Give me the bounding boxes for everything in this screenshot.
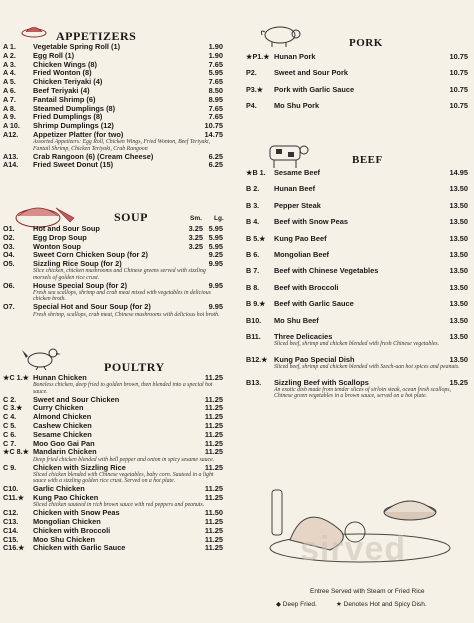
- menu-item-price: 1.90: [208, 42, 223, 51]
- menu-item-name: Sweet and Sour Chicken: [33, 394, 120, 404]
- menu-item-code: B10.: [246, 315, 262, 325]
- menu-item-price-large: 5.95: [208, 232, 223, 242]
- menu-item: [3, 50, 223, 60]
- menu-item-name: Steamed Dumplings (8): [33, 103, 116, 113]
- menu-item-price-large: 9.95: [208, 280, 223, 290]
- menu-item-code: P3.★: [246, 84, 264, 94]
- menu-item: [246, 333, 468, 348]
- menu-item-name: Kung Pao Chicken: [33, 493, 99, 502]
- menu-item-price: 13.50: [449, 282, 468, 292]
- menu-item-name: Beef Teriyaki (4): [33, 85, 90, 95]
- menu-item: [3, 232, 223, 242]
- menu-item-price-large: 5.95: [208, 241, 223, 251]
- menu-item-name: Pork with Garlic Sauce: [274, 84, 355, 94]
- menu-item-price: 13.50: [449, 266, 468, 276]
- chicken-icon: [20, 344, 64, 370]
- menu-item-name: Chicken Wings (8): [33, 59, 97, 69]
- menu-item-price: 10.75: [449, 68, 468, 78]
- menu-item-name: Mandarin Chicken: [33, 447, 97, 457]
- poultry-title: POULTRY: [104, 360, 165, 374]
- pig-icon: [258, 22, 304, 48]
- menu-item-name: Kung Pao Beef: [274, 233, 327, 243]
- menu-item-code: C11.★: [3, 493, 25, 502]
- menu-item: [3, 224, 223, 233]
- menu-item: [246, 317, 468, 325]
- menu-item-price: 11.25: [204, 543, 223, 553]
- menu-item: [3, 525, 223, 535]
- menu-item-name: Garlic Chicken: [33, 484, 85, 494]
- menu-item-name: Mongolian Chicken: [33, 517, 101, 526]
- menu-item: [246, 86, 468, 94]
- menu-item-name: Mo Shu Beef: [274, 315, 319, 325]
- menu-item-price: 11.25: [204, 429, 223, 439]
- menu-item-name: Sweet and Sour Pork: [274, 68, 348, 78]
- menu-item-price: 11.25: [204, 447, 223, 457]
- menu-item-name: Chicken with Broccoli: [33, 525, 111, 535]
- menu-item-description: An exotic dish made from tender slices of sirloin steak, ocean fresh scallops, Chinese green vegetables in a brown sauce, served on a hot plate.: [274, 386, 451, 400]
- menu-item-name: Crab Rangoon (6) (Cream Cheese): [33, 151, 154, 161]
- menu-item-price: 11.25: [204, 403, 223, 413]
- menu-item-name: Pepper Steak: [274, 200, 321, 210]
- menu-item-price: 11.25: [204, 462, 223, 472]
- menu-item-code: A 3.: [3, 59, 16, 69]
- menu-item: [246, 267, 468, 275]
- menu-item-code: O2.: [3, 232, 15, 242]
- poultry-list: [3, 373, 223, 553]
- menu-item-name: Hunan Beef: [274, 184, 316, 194]
- menu-item-name: Wonton Soup: [33, 241, 81, 251]
- watermark-logo: sirved: [300, 530, 407, 568]
- menu-item-price: 14.95: [449, 168, 468, 177]
- menu-item-code: B 4.: [246, 217, 260, 227]
- menu-item-code: O5.: [3, 259, 15, 269]
- menu-item: [246, 235, 468, 243]
- menu-item-code: C 5.: [3, 421, 17, 430]
- menu-item-price: 11.25: [204, 525, 223, 535]
- menu-item-code: A 1.: [3, 42, 16, 51]
- menu-item: [246, 251, 468, 259]
- menu-item: [246, 102, 468, 110]
- menu-item-price: 5.95: [208, 68, 223, 78]
- menu-item-code: A 4.: [3, 68, 16, 78]
- menu-item-price: 6.25: [208, 160, 223, 170]
- menu-item: [3, 259, 223, 281]
- menu-item: [3, 447, 223, 463]
- menu-item-name: Fried Wonton (8): [33, 68, 92, 78]
- menu-item-name: Beef with Garlic Sauce: [274, 299, 354, 309]
- menu-item-name: Moo Goo Gai Pan: [33, 438, 95, 448]
- menu-item-price: 13.50: [449, 299, 468, 309]
- menu-item-code: B 6.: [246, 249, 260, 259]
- menu-item-price: 7.65: [208, 59, 223, 69]
- menu-item-code: A 9.: [3, 112, 16, 122]
- menu-item-name: Chicken with Garlic Sauce: [33, 543, 126, 553]
- menu-item-price: 11.25: [204, 421, 223, 430]
- menu-item-price: 14.75: [204, 129, 223, 139]
- menu-item-name: Kung Pao Special Dish: [274, 354, 355, 364]
- menu-item-code: B 5.★: [246, 233, 266, 243]
- menu-item-code: C13.: [3, 517, 19, 526]
- menu-item-code: A14.: [3, 160, 19, 170]
- menu-item-code: C16.★: [3, 543, 25, 553]
- menu-item: [246, 284, 468, 292]
- menu-item-name: Beef with Broccoli: [274, 282, 339, 292]
- menu-item-code: B 3.: [246, 200, 260, 210]
- menu-item-code: B 7.: [246, 266, 260, 276]
- menu-item-price: 10.75: [449, 84, 468, 94]
- menu-item: [3, 421, 223, 430]
- menu-item-name: Mongolian Beef: [274, 249, 330, 259]
- menu-item-code: P2.: [246, 68, 257, 78]
- menu-item-code: C10.: [3, 484, 19, 494]
- footer-rice-note: Entree Served with Steam or Fried Rice: [310, 588, 425, 595]
- menu-item-code: C14.: [3, 525, 19, 535]
- menu-item: [246, 185, 468, 193]
- menu-item-name: Mo Shu Pork: [274, 101, 320, 111]
- menu-item: [3, 280, 223, 303]
- menu-item-code: C 9.: [3, 462, 17, 472]
- menu-item-price: 6.25: [208, 151, 223, 161]
- menu-item-price: 11.25: [204, 517, 223, 526]
- menu-item-price: 7.65: [208, 103, 223, 113]
- menu-item-name: Sizzling Rice Soup (for 2): [33, 259, 122, 269]
- menu-item: [3, 129, 223, 152]
- menu-item-name: Three Delicacies: [274, 331, 333, 341]
- menu-item-description: Sliced chicken sauteed in rich brown sauce with red peppers and peanuts.: [33, 502, 205, 509]
- menu-item-name: Shrimp Dumplings (12): [33, 121, 114, 131]
- menu-item-price: 11.25: [204, 534, 223, 544]
- menu-item-code: C12.: [3, 508, 19, 518]
- menu-item-name: Hot and Sour Soup: [33, 224, 100, 233]
- menu-item-name: Vegetable Spring Roll (1): [33, 42, 121, 51]
- menu-item-price-large: 9.95: [208, 259, 223, 269]
- menu-item-name: Hunan Chicken: [33, 373, 87, 382]
- pork-title: PORK: [349, 37, 383, 49]
- menu-item-code: ★C 1.★: [3, 373, 30, 382]
- menu-item-name: Chicken Teriyaki (4): [33, 77, 103, 87]
- footer-deep-fried-legend: ◆ Deep Fried.: [276, 601, 317, 608]
- menu-item: [246, 202, 468, 210]
- soup-size-large: Lg.: [214, 215, 224, 222]
- menu-item-price: 11.25: [204, 484, 223, 494]
- menu-item-description: Sliced beef, shrimp and chicken blended with fresh Chinese vegetables.: [274, 341, 440, 348]
- menu-item-description: Fresh shrimp, scallops, crab meat, Chinese mushrooms with delicious hot broth.: [33, 311, 220, 318]
- menu-item-code: ★P1.★: [246, 52, 270, 61]
- menu-item-code: P4.: [246, 101, 257, 111]
- menu-item-price: 11.25: [204, 373, 223, 382]
- menu-item-price-large: 5.95: [208, 224, 223, 233]
- menu-item: [3, 94, 223, 104]
- menu-item-name: Special Hot and Sour Soup (for 2): [33, 302, 151, 312]
- soup-list: [3, 224, 223, 319]
- menu-item-code: C 7.: [3, 438, 17, 448]
- menu-item-price: 11.25: [204, 412, 223, 422]
- menu-item: [3, 42, 223, 51]
- menu-item-code: B13.: [246, 377, 262, 387]
- menu-item-price: 11.25: [204, 493, 223, 502]
- menu-item-code: B12.★: [246, 354, 268, 364]
- menu-item-code: ★C 8.★: [3, 447, 30, 457]
- footer-spicy-legend: ★ Denotes Hot and Spicy Dish.: [336, 601, 427, 608]
- beef-list: [246, 169, 468, 408]
- menu-item-price-small: 3.25: [188, 241, 203, 251]
- menu-item-name: Sesame Beef: [274, 168, 321, 177]
- menu-item-code: O3.: [3, 241, 15, 251]
- beef-title: BEEF: [352, 154, 383, 166]
- menu-item-code: ★B 1.: [246, 168, 266, 177]
- menu-item-name: Cashew Chicken: [33, 421, 92, 430]
- menu-item-description: Sliced chicken blended with Chinese vegetables, baby corn. Sauteed in a light sauce with a sizzling golden rice crust. Served on a hot plate.: [33, 471, 214, 485]
- menu-item-description: Assorted Appetizers: Egg Roll, Chicken Wings, Fried Wonton, Beef Teriyaki, Fantail Shrimp, Chicken Teriyaki, Crab Rangoon: [33, 139, 211, 152]
- menu-item-price: 8.95: [208, 94, 223, 104]
- menu-item: [3, 462, 223, 485]
- menu-item-name: Sweet Corn Chicken Soup (for 2): [33, 250, 148, 260]
- menu-item-price: 13.50: [449, 233, 468, 243]
- menu-item-price: 13.50: [449, 331, 468, 341]
- menu-item-code: A 6.: [3, 85, 16, 95]
- menu-item-code: A 5.: [3, 77, 16, 87]
- menu-item-price-small: 3.25: [188, 224, 203, 233]
- menu-item: [246, 300, 468, 308]
- menu-item-code: B11.: [246, 331, 261, 341]
- menu-item-name: Sesame Chicken: [33, 429, 92, 439]
- menu-item-code: O7.: [3, 302, 15, 312]
- menu-item-price: 10.75: [204, 121, 223, 131]
- menu-item-price-large: 9.25: [208, 250, 223, 260]
- menu-item-price: 10.75: [449, 101, 468, 111]
- menu-item-code: B 9.★: [246, 299, 266, 309]
- menu-item-name: Chicken with Sizzling Rice: [33, 462, 126, 472]
- menu-item-price: 10.75: [449, 52, 468, 61]
- menu-item-code: C 3.★: [3, 403, 23, 413]
- menu-item-price: 13.50: [449, 354, 468, 364]
- menu-item-price: 13.50: [449, 200, 468, 210]
- menu-item-price: 15.25: [449, 377, 468, 387]
- menu-item-name: Chicken with Snow Peas: [33, 508, 120, 518]
- soup-size-small: Sm.: [190, 215, 202, 222]
- menu-item-code: O4.: [3, 250, 15, 260]
- menu-item-code: A 7.: [3, 94, 16, 104]
- menu-item: [246, 69, 468, 77]
- dim-sum-plate-icon: [20, 22, 48, 38]
- menu-item-name: Appetizer Platter (for two): [33, 129, 124, 139]
- pork-list: [246, 53, 468, 119]
- menu-item-code: A13.: [3, 151, 19, 161]
- appetizers-list: [3, 42, 223, 170]
- menu-item: [3, 517, 223, 526]
- menu-item-price: 7.65: [208, 112, 223, 122]
- menu-item-description: Fresh sea scallops, shrimp and crab meat mixed with vegetables in delicious chicken broth.: [33, 290, 211, 303]
- menu-item-code: B 2.: [246, 184, 260, 194]
- menu-item: [3, 543, 223, 553]
- menu-item-name: Sizzling Beef with Scallops: [274, 377, 369, 387]
- menu-item-price: 1.90: [208, 50, 223, 60]
- menu-item-name: Egg Roll (1): [33, 50, 75, 60]
- menu-item: [246, 169, 468, 177]
- menu-item-description: Deep fried chicken blended with bell pepper and onion in spicy sesame sauce.: [33, 456, 215, 463]
- menu-item-code: A12.: [3, 129, 19, 139]
- menu-item: [246, 356, 468, 371]
- menu-item-price-small: 3.25: [188, 232, 203, 242]
- menu-item-price: 13.50: [449, 249, 468, 259]
- menu-item-code: C15.: [3, 534, 19, 544]
- menu-item-name: House Special Soup (for 2): [33, 280, 128, 290]
- menu-item: [3, 85, 223, 95]
- menu-item-code: C 4.: [3, 412, 17, 422]
- menu-item: [3, 160, 223, 170]
- menu-item-price: 11.25: [204, 438, 223, 448]
- menu-item-name: Beef with Snow Peas: [274, 217, 348, 227]
- menu-item-name: Fried Dumplings (8): [33, 112, 103, 122]
- menu-item-name: Almond Chicken: [33, 412, 92, 422]
- menu-item-price: 13.50: [449, 184, 468, 194]
- menu-item-code: O1.: [3, 224, 15, 233]
- menu-item: [246, 218, 468, 226]
- menu-item-price: 7.65: [208, 77, 223, 87]
- menu-item-description: Slice chicken, chicken mushrooms and Chinese greens served with sizzling morsels of golden rice crust.: [33, 268, 206, 281]
- menu-item-code: C 2.: [3, 394, 17, 404]
- appetizers-title: APPETIZERS: [56, 29, 137, 43]
- menu-item-name: Hunan Pork: [274, 52, 316, 61]
- menu-item: [3, 429, 223, 439]
- menu-item-name: Fantail Shrimp (6): [33, 94, 96, 104]
- menu-item-description: Sliced beef, shrimp and chicken blended with Szech-uan hot spices and peanuts.: [274, 363, 460, 370]
- menu-item-price: 11.50: [204, 508, 223, 518]
- menu-item-name: Fried Sweet Donut (15): [33, 160, 114, 170]
- menu-item: [246, 53, 468, 61]
- menu-item-name: Beef with Chinese Vegetables: [274, 266, 379, 276]
- menu-item-code: O6.: [3, 280, 15, 290]
- menu-item-price: 11.25: [204, 394, 223, 404]
- menu-item-name: Moo Shu Chicken: [33, 534, 96, 544]
- menu-item-name: Egg Drop Soup: [33, 232, 87, 242]
- menu-item-code: A 2.: [3, 50, 16, 60]
- cow-icon: [262, 140, 312, 170]
- menu-item-description: Boneless chicken, deep fried to golden brown, then blended into a special hot sauce.: [33, 382, 213, 395]
- menu-item-price: 8.50: [208, 85, 223, 95]
- menu-item-code: A 10.: [3, 121, 20, 131]
- menu-item: [3, 373, 223, 395]
- menu-item-name: Curry Chicken: [33, 403, 84, 413]
- menu-item-price: 13.50: [449, 315, 468, 325]
- menu-item: [3, 493, 223, 509]
- menu-item-price: 13.50: [449, 217, 468, 227]
- soup-title: SOUP: [114, 210, 149, 224]
- menu-item-code: A 8.: [3, 103, 16, 113]
- menu-item-code: C 6.: [3, 429, 17, 439]
- menu-item-price-large: 9.95: [208, 302, 223, 312]
- menu-item: [3, 302, 223, 318]
- menu-item: [246, 379, 468, 400]
- menu-item-code: B 8.: [246, 282, 260, 292]
